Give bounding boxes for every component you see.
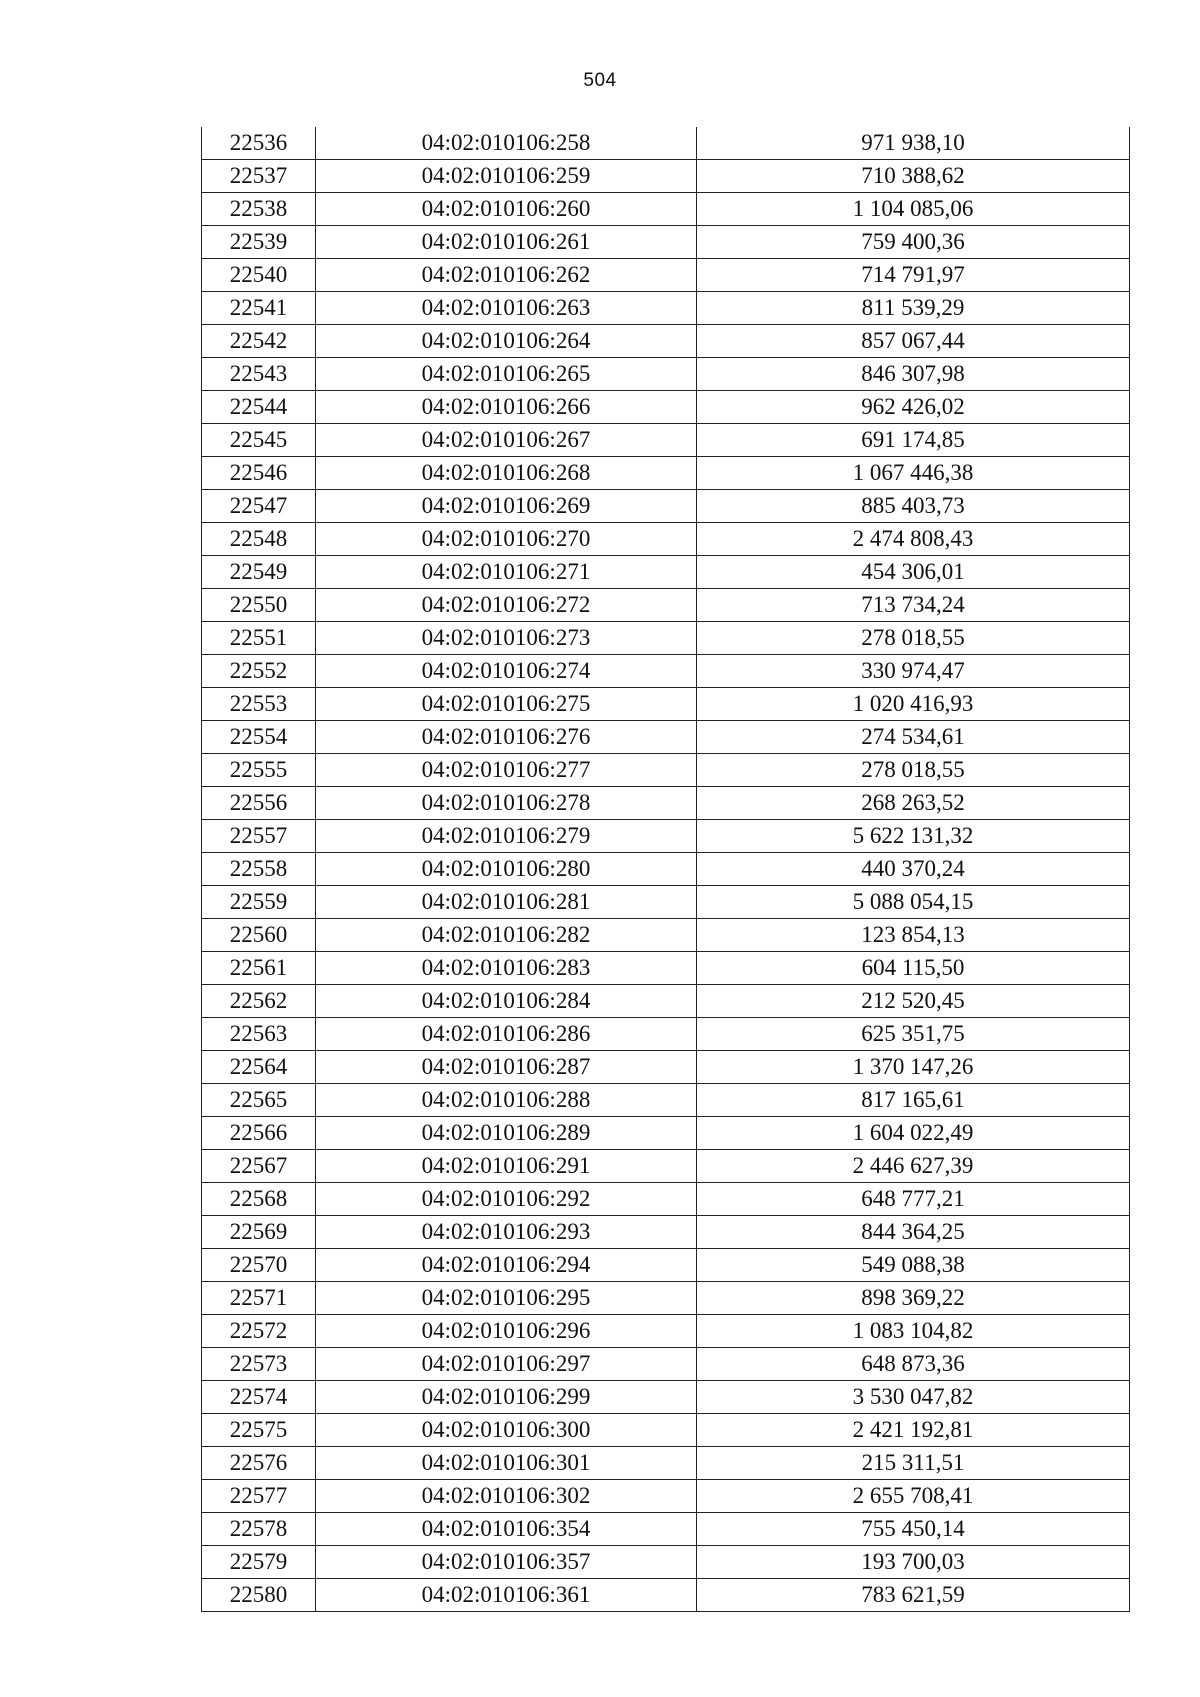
- row-number-cell: 22578: [202, 1513, 316, 1546]
- row-number-cell: 22541: [202, 292, 316, 325]
- cadastral-number-cell: 04:02:010106:275: [316, 688, 697, 721]
- table-row: [202, 127, 1130, 160]
- table-row: [202, 886, 1130, 919]
- table-row: [202, 1546, 1130, 1579]
- table-row: [202, 457, 1130, 490]
- table-row: [202, 1051, 1130, 1084]
- table-row: [202, 1381, 1130, 1414]
- row-number-cell: 22554: [202, 721, 316, 754]
- table-row: [202, 721, 1130, 754]
- cadastral-number-cell: 04:02:010106:296: [316, 1315, 697, 1348]
- value-cell: 1 604 022,49: [697, 1117, 1130, 1150]
- value-cell: 212 520,45: [697, 985, 1130, 1018]
- cadastral-number-cell: 04:02:010106:260: [316, 193, 697, 226]
- cadastral-number-cell: 04:02:010106:291: [316, 1150, 697, 1183]
- table-row: [202, 259, 1130, 292]
- table-row: [202, 1513, 1130, 1546]
- row-number-cell: 22559: [202, 886, 316, 919]
- table-row: [202, 754, 1130, 787]
- value-cell: 1 370 147,26: [697, 1051, 1130, 1084]
- table-row: [202, 1579, 1130, 1612]
- value-cell: 454 306,01: [697, 556, 1130, 589]
- table-body: [202, 127, 1130, 1612]
- cadastral-number-cell: 04:02:010106:273: [316, 622, 697, 655]
- value-cell: 274 534,61: [697, 721, 1130, 754]
- cadastral-number-cell: 04:02:010106:281: [316, 886, 697, 919]
- cadastral-number-cell: 04:02:010106:295: [316, 1282, 697, 1315]
- table-row: [202, 820, 1130, 853]
- row-number-cell: 22547: [202, 490, 316, 523]
- row-number-cell: 22572: [202, 1315, 316, 1348]
- row-number-cell: 22538: [202, 193, 316, 226]
- cadastral-number-cell: 04:02:010106:264: [316, 325, 697, 358]
- value-cell: 193 700,03: [697, 1546, 1130, 1579]
- value-cell: 5 088 054,15: [697, 886, 1130, 919]
- cadastral-number-cell: 04:02:010106:262: [316, 259, 697, 292]
- row-number-cell: 22568: [202, 1183, 316, 1216]
- value-cell: 2 655 708,41: [697, 1480, 1130, 1513]
- table-row: [202, 1150, 1130, 1183]
- row-number-cell: 22540: [202, 259, 316, 292]
- table-row: [202, 1282, 1130, 1315]
- row-number-cell: 22553: [202, 688, 316, 721]
- table-row: [202, 655, 1130, 688]
- value-cell: 2 421 192,81: [697, 1414, 1130, 1447]
- row-number-cell: 22562: [202, 985, 316, 1018]
- value-cell: 625 351,75: [697, 1018, 1130, 1051]
- row-number-cell: 22577: [202, 1480, 316, 1513]
- value-cell: 268 263,52: [697, 787, 1130, 820]
- value-cell: 1 067 446,38: [697, 457, 1130, 490]
- cadastral-number-cell: 04:02:010106:297: [316, 1348, 697, 1381]
- row-number-cell: 22557: [202, 820, 316, 853]
- row-number-cell: 22551: [202, 622, 316, 655]
- value-cell: 713 734,24: [697, 589, 1130, 622]
- row-number-cell: 22556: [202, 787, 316, 820]
- cadastral-number-cell: 04:02:010106:299: [316, 1381, 697, 1414]
- cadastral-number-cell: 04:02:010106:274: [316, 655, 697, 688]
- cadastral-number-cell: 04:02:010106:288: [316, 1084, 697, 1117]
- value-cell: 962 426,02: [697, 391, 1130, 424]
- value-cell: 1 104 085,06: [697, 193, 1130, 226]
- cadastral-number-cell: 04:02:010106:354: [316, 1513, 697, 1546]
- cadastral-number-cell: 04:02:010106:271: [316, 556, 697, 589]
- table-row: [202, 1315, 1130, 1348]
- table-row: [202, 556, 1130, 589]
- row-number-cell: 22567: [202, 1150, 316, 1183]
- cadastral-number-cell: 04:02:010106:279: [316, 820, 697, 853]
- row-number-cell: 22548: [202, 523, 316, 556]
- row-number-cell: 22560: [202, 919, 316, 952]
- row-number-cell: 22543: [202, 358, 316, 391]
- row-number-cell: 22564: [202, 1051, 316, 1084]
- value-cell: 604 115,50: [697, 952, 1130, 985]
- value-cell: 2 474 808,43: [697, 523, 1130, 556]
- value-cell: 857 067,44: [697, 325, 1130, 358]
- table-row: [202, 622, 1130, 655]
- table-row: [202, 1117, 1130, 1150]
- table-row: [202, 787, 1130, 820]
- cadastral-number-cell: 04:02:010106:266: [316, 391, 697, 424]
- table-row: [202, 919, 1130, 952]
- row-number-cell: 22576: [202, 1447, 316, 1480]
- cadastral-number-cell: 04:02:010106:286: [316, 1018, 697, 1051]
- cadastral-number-cell: 04:02:010106:258: [316, 127, 697, 160]
- cadastral-number-cell: 04:02:010106:284: [316, 985, 697, 1018]
- row-number-cell: 22563: [202, 1018, 316, 1051]
- value-cell: 278 018,55: [697, 754, 1130, 787]
- table-row: [202, 292, 1130, 325]
- value-cell: 846 307,98: [697, 358, 1130, 391]
- row-number-cell: 22566: [202, 1117, 316, 1150]
- value-cell: 714 791,97: [697, 259, 1130, 292]
- cadastral-number-cell: 04:02:010106:300: [316, 1414, 697, 1447]
- table-row: [202, 688, 1130, 721]
- row-number-cell: 22575: [202, 1414, 316, 1447]
- row-number-cell: 22545: [202, 424, 316, 457]
- table-row: [202, 424, 1130, 457]
- row-number-cell: 22542: [202, 325, 316, 358]
- row-number-cell: 22549: [202, 556, 316, 589]
- value-cell: 648 873,36: [697, 1348, 1130, 1381]
- table-row: [202, 490, 1130, 523]
- table-row: [202, 523, 1130, 556]
- row-number-cell: 22580: [202, 1579, 316, 1612]
- table-row: [202, 1249, 1130, 1282]
- value-cell: 5 622 131,32: [697, 820, 1130, 853]
- value-cell: 755 450,14: [697, 1513, 1130, 1546]
- value-cell: 710 388,62: [697, 160, 1130, 193]
- value-cell: 898 369,22: [697, 1282, 1130, 1315]
- value-cell: 817 165,61: [697, 1084, 1130, 1117]
- row-number-cell: 22574: [202, 1381, 316, 1414]
- row-number-cell: 22569: [202, 1216, 316, 1249]
- cadastral-number-cell: 04:02:010106:283: [316, 952, 697, 985]
- cadastral-number-cell: 04:02:010106:261: [316, 226, 697, 259]
- cadastral-number-cell: 04:02:010106:263: [316, 292, 697, 325]
- row-number-cell: 22571: [202, 1282, 316, 1315]
- value-cell: 3 530 047,82: [697, 1381, 1130, 1414]
- cadastral-number-cell: 04:02:010106:302: [316, 1480, 697, 1513]
- table-row: [202, 325, 1130, 358]
- row-number-cell: 22552: [202, 655, 316, 688]
- row-number-cell: 22544: [202, 391, 316, 424]
- table-row: [202, 1183, 1130, 1216]
- cadastral-number-cell: 04:02:010106:294: [316, 1249, 697, 1282]
- row-number-cell: 22561: [202, 952, 316, 985]
- cadastral-number-cell: 04:02:010106:289: [316, 1117, 697, 1150]
- value-cell: 648 777,21: [697, 1183, 1130, 1216]
- data-table: [201, 127, 1130, 1612]
- table-row: [202, 160, 1130, 193]
- row-number-cell: 22536: [202, 127, 316, 160]
- table-row: [202, 952, 1130, 985]
- table-row: [202, 1084, 1130, 1117]
- value-cell: 759 400,36: [697, 226, 1130, 259]
- table-row: [202, 985, 1130, 1018]
- value-cell: 1 083 104,82: [697, 1315, 1130, 1348]
- table-row: [202, 1447, 1130, 1480]
- value-cell: 549 088,38: [697, 1249, 1130, 1282]
- value-cell: 278 018,55: [697, 622, 1130, 655]
- value-cell: 691 174,85: [697, 424, 1130, 457]
- value-cell: 844 364,25: [697, 1216, 1130, 1249]
- cadastral-number-cell: 04:02:010106:268: [316, 457, 697, 490]
- value-cell: 783 621,59: [697, 1579, 1130, 1612]
- cadastral-number-cell: 04:02:010106:280: [316, 853, 697, 886]
- table-row: [202, 193, 1130, 226]
- value-cell: 215 311,51: [697, 1447, 1130, 1480]
- table-row: [202, 1480, 1130, 1513]
- row-number-cell: 22537: [202, 160, 316, 193]
- value-cell: 330 974,47: [697, 655, 1130, 688]
- table-row: [202, 1216, 1130, 1249]
- cadastral-number-cell: 04:02:010106:292: [316, 1183, 697, 1216]
- table-row: [202, 589, 1130, 622]
- row-number-cell: 22573: [202, 1348, 316, 1381]
- cadastral-number-cell: 04:02:010106:277: [316, 754, 697, 787]
- value-cell: 885 403,73: [697, 490, 1130, 523]
- table-row: [202, 226, 1130, 259]
- cadastral-number-cell: 04:02:010106:267: [316, 424, 697, 457]
- table-row: [202, 1348, 1130, 1381]
- table-row: [202, 358, 1130, 391]
- row-number-cell: 22570: [202, 1249, 316, 1282]
- table-row: [202, 1018, 1130, 1051]
- page-number: 504: [583, 70, 617, 91]
- row-number-cell: 22558: [202, 853, 316, 886]
- value-cell: 971 938,10: [697, 127, 1130, 160]
- row-number-cell: 22565: [202, 1084, 316, 1117]
- table-row: [202, 1414, 1130, 1447]
- value-cell: 440 370,24: [697, 853, 1130, 886]
- row-number-cell: 22579: [202, 1546, 316, 1579]
- cadastral-number-cell: 04:02:010106:270: [316, 523, 697, 556]
- row-number-cell: 22555: [202, 754, 316, 787]
- cadastral-number-cell: 04:02:010106:361: [316, 1579, 697, 1612]
- cadastral-number-cell: 04:02:010106:259: [316, 160, 697, 193]
- table-row: [202, 391, 1130, 424]
- row-number-cell: 22550: [202, 589, 316, 622]
- cadastral-number-cell: 04:02:010106:269: [316, 490, 697, 523]
- cadastral-number-cell: 04:02:010106:265: [316, 358, 697, 391]
- cadastral-number-cell: 04:02:010106:357: [316, 1546, 697, 1579]
- row-number-cell: 22539: [202, 226, 316, 259]
- value-cell: 1 020 416,93: [697, 688, 1130, 721]
- value-cell: 2 446 627,39: [697, 1150, 1130, 1183]
- cadastral-number-cell: 04:02:010106:278: [316, 787, 697, 820]
- row-number-cell: 22546: [202, 457, 316, 490]
- value-cell: 123 854,13: [697, 919, 1130, 952]
- cadastral-number-cell: 04:02:010106:272: [316, 589, 697, 622]
- cadastral-number-cell: 04:02:010106:293: [316, 1216, 697, 1249]
- table-row: [202, 853, 1130, 886]
- cadastral-number-cell: 04:02:010106:276: [316, 721, 697, 754]
- cadastral-number-cell: 04:02:010106:301: [316, 1447, 697, 1480]
- cadastral-number-cell: 04:02:010106:282: [316, 919, 697, 952]
- cadastral-number-cell: 04:02:010106:287: [316, 1051, 697, 1084]
- value-cell: 811 539,29: [697, 292, 1130, 325]
